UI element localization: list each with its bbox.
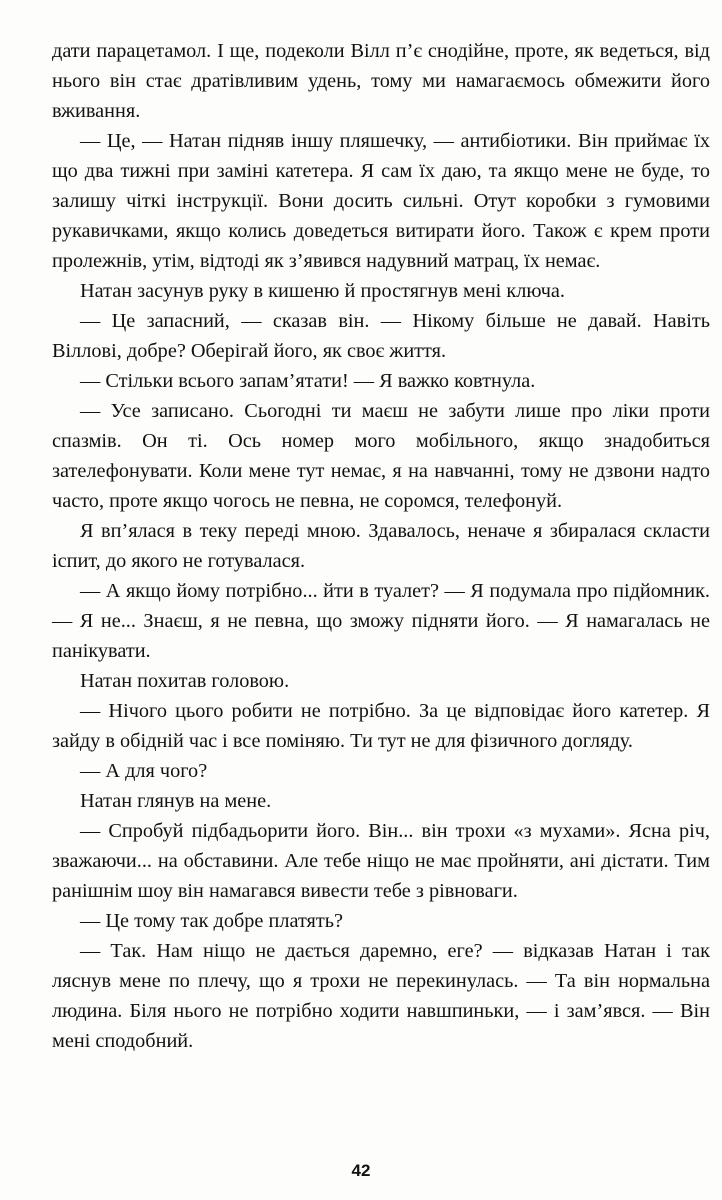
body-text — [52, 36, 710, 1056]
paragraph-6: — Усе записано. Сьогодні ти маєш не забути лише про ліки проти спазмів. Он ті. Ось номер мого мобільного, якщо знадобиться зателефонувати. Коли мене тут немає, я на навчанні, тому не дзвони надто часто, проте якщо чогось не певна, не соромся, телефонуй. — [52, 400, 710, 512]
paragraph-2: — Це, — Натан підняв іншу пляшечку, — антибіотики. Він приймає їх що два тижні при заміні катетера. Я сам їх даю, та якщо мене не буде, то залишу чіткі інструкції. Вони досить сильні. Отут коробки з гумовими рукавичками, якщо колись доведеться витирати його. Також є крем проти пролежнів, утім, відтоді як з’явився надувний матрац, їх немає. — [52, 130, 710, 272]
paragraph-11: — А для чого? — [80, 760, 208, 782]
paragraph-8: — А якщо йому потрібно... йти в туалет? — Я подумала про підйомник. — Я не... Знаєш, я не певна, що зможу підняти його. — Я намагалась не панікувати. — [52, 580, 710, 662]
paragraph-4: — Це запасний, — сказав він. — Нікому більше не давай. Навіть Віллові, добре? Оберігай його, як своє життя. — [52, 310, 710, 362]
paragraph-12: Натан глянув на мене. — [80, 790, 272, 812]
paragraph-15: — Так. Нам ніщо не дається даремно, еге? — відказав Натан і так ляснув мене по плечу, що я трохи не перекинулась. — Та він нормальна людина. Біля нього не потрібно ходити навшпиньки, — і зам’явся. — Він мені сподобний. — [52, 940, 710, 1052]
paragraph-10: — Нічого цього робити не потрібно. За це відповідає його катетер. Я зайду в обідній час і все поміняю. Ти тут не для фізичного догляду. — [52, 700, 710, 752]
paragraph-7: Я вп’ялася в теку переді мною. Здавалось, неначе я збиралася скласти іспит, до якого не готувалася. — [52, 520, 710, 572]
paragraph-9: Натан похитав головою. — [80, 670, 290, 692]
page-number: 42 — [351, 1161, 371, 1180]
paragraph-5: — Стільки всього запам’ятати! — Я важко ковтнула. — [80, 370, 536, 392]
paragraph-14: — Це тому так добре платять? — [80, 910, 343, 932]
paragraph-13: — Спробуй підбадьорити його. Він... він трохи «з мухами». Ясна річ, зважаючи... на обставини. Але тебе ніщо не має пройняти, ані дістати. Тим ранішнім шоу він намагався вивести тебе з рівноваги. — [52, 820, 710, 902]
paragraph-1: дати парацетамол. І ще, подеколи Вілл п’є снодійне, проте, як ведеться, від нього він стає дратівливим удень, тому ми намагаємось обмежити його вживання. — [52, 40, 710, 122]
paragraph-3: Натан засунув руку в кишеню й простягнув мені ключа. — [80, 280, 565, 302]
